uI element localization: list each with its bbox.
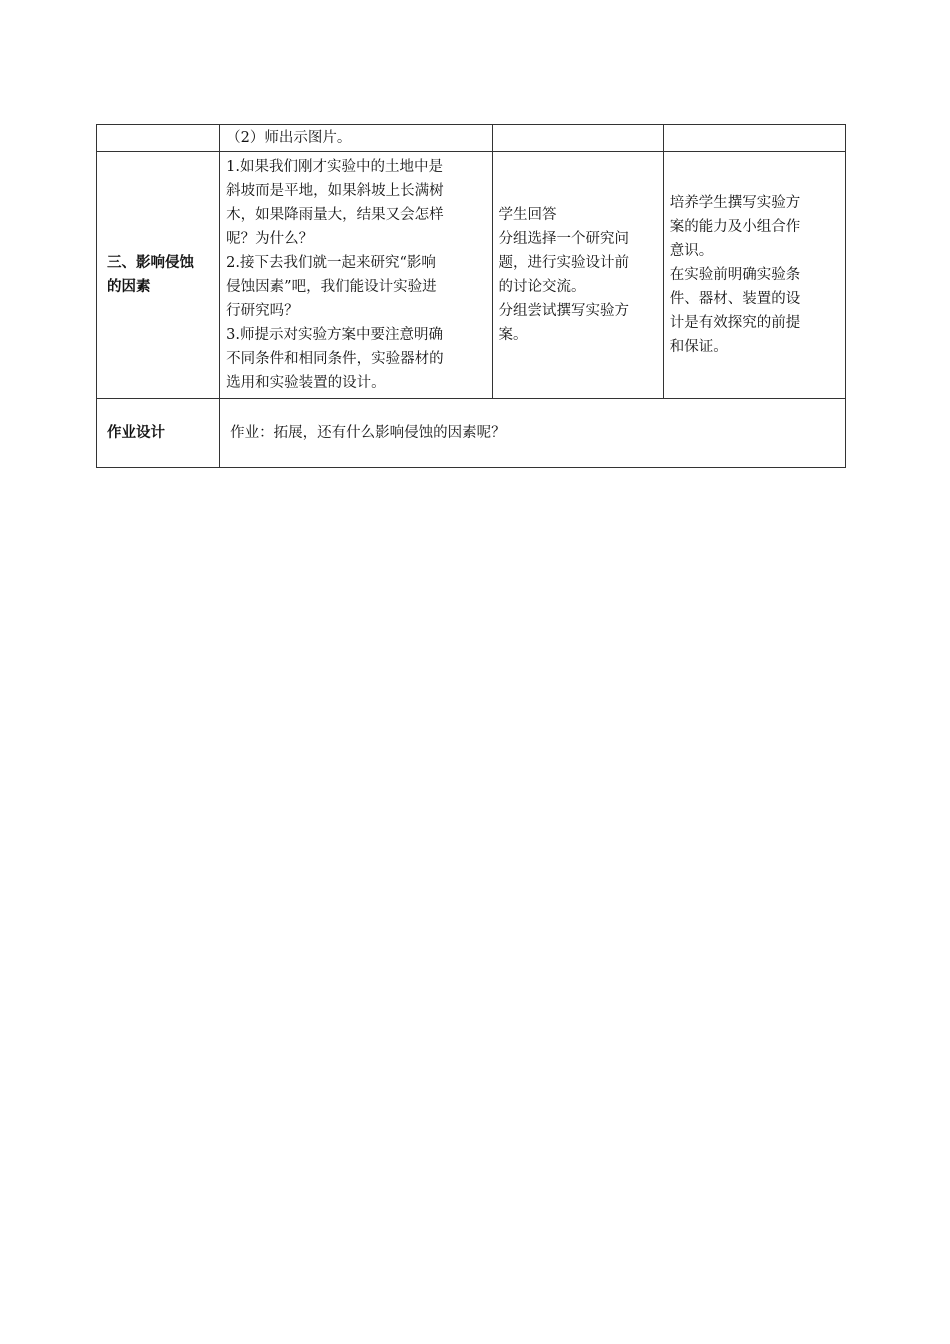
teacher-line: 2.接下去我们就一起来研究“影响 [226, 255, 436, 271]
table-row-influence-factors [97, 152, 846, 399]
homework-text: 作业：拓展，还有什么影响侵蚀的因素呢？ [230, 425, 506, 441]
cell-homework-content [220, 399, 846, 468]
cell-empty-stage [97, 125, 220, 152]
teacher-line: 行研究吗？ [226, 303, 299, 319]
intent-line: 在实验前明确实验条 [669, 267, 801, 283]
cell-design-intent [663, 152, 845, 399]
table-row-homework [97, 399, 846, 468]
cell-teacher-top [220, 125, 492, 152]
student-line: 题，进行实验设计前 [498, 255, 630, 271]
intent-line: 件、器材、装置的设 [669, 291, 801, 307]
cell-empty-student [492, 125, 663, 152]
cell-homework-label [97, 399, 220, 468]
cell-teacher-activity [220, 152, 492, 399]
student-line: 案。 [498, 327, 528, 343]
homework-label: 作业设计 [107, 425, 165, 441]
teacher-line: 呢？为什么？ [226, 231, 314, 247]
cell-empty-intent [663, 125, 845, 152]
table-row-top [97, 125, 846, 152]
intent-line: 和保证。 [669, 339, 728, 355]
teacher-line: 不同条件和相同条件，实验器材的 [226, 351, 444, 367]
teacher-line: 木，如果降雨量大，结果又会怎样 [226, 207, 444, 223]
teacher-line: 1.如果我们刚才实验中的土地中是 [226, 159, 443, 175]
stage-label-line: 的因素 [107, 279, 151, 295]
teacher-top-text: （2）师出示图片。 [226, 130, 352, 146]
teacher-line: 侵蚀因素”吧，我们能设计实验进 [226, 279, 437, 295]
cell-stage-label [97, 152, 220, 399]
intent-line: 案的能力及小组合作 [669, 219, 801, 235]
intent-line: 培养学生撰写实验方 [669, 195, 801, 211]
student-line: 分组尝试撰写实验方 [498, 303, 630, 319]
stage-label-line: 三、影响侵蚀 [107, 255, 194, 271]
student-line: 分组选择一个研究问 [498, 231, 630, 247]
cell-student-activity [492, 152, 663, 399]
lesson-plan-table [96, 124, 846, 468]
student-line: 的讨论交流。 [498, 279, 586, 295]
teacher-line: 选用和实验装置的设计。 [226, 375, 386, 391]
student-line: 学生回答 [498, 207, 557, 223]
intent-line: 意识。 [669, 243, 714, 259]
intent-line: 计是有效探究的前提 [669, 315, 801, 331]
teacher-line: 3.师提示对实验方案中要注意明确 [226, 327, 443, 343]
teacher-line: 斜坡而是平地，如果斜坡上长满树 [226, 183, 444, 199]
